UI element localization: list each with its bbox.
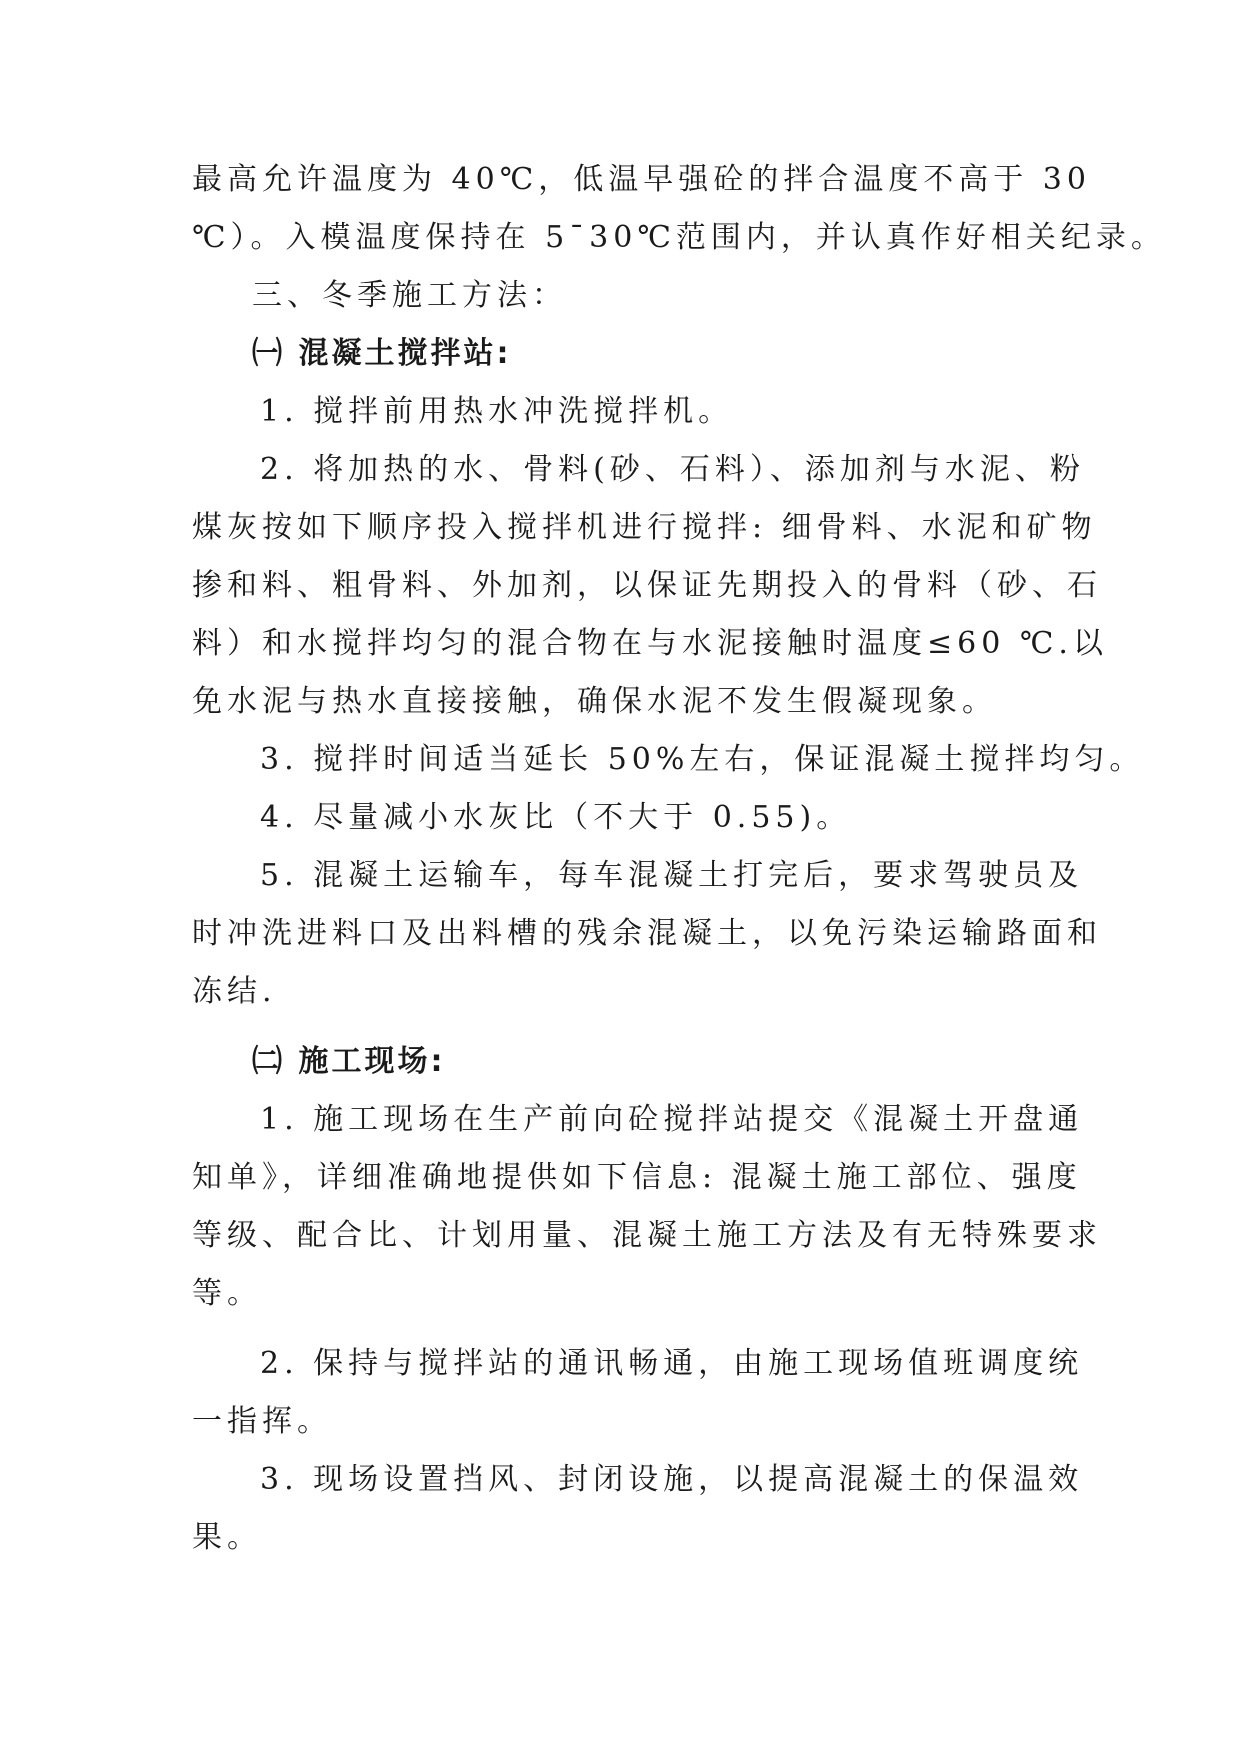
section-heading: 三、冬季施工方法： [252,278,567,313]
text-line: 冻结. [192,974,277,1009]
subsection-heading: ㈠ 混凝土搅拌站: [252,336,512,371]
text-line: 时冲洗进料口及出料槽的残余混凝土，以免污染运输路面和 [192,916,1102,951]
text-line: 掺和料、粗骨料、外加剂，以保证先期投入的骨料（砂、石 [192,568,1102,603]
text-line: ℃）。入模温度保持在 5¯30℃范围内，并认真作好相关纪录。 [192,220,1166,255]
list-item: 2. 将加热的水、骨料(砂、石料）、添加剂与水泥、粉 [260,452,1085,487]
text-line: 免水泥与热水直接接触，确保水泥不发生假凝现象。 [192,684,997,719]
text-line: 一指挥。 [192,1404,332,1439]
text-line: 煤灰按如下顺序投入搅拌机进行搅拌: 细骨料、水泥和矿物 [192,510,1097,545]
list-item: 3. 搅拌时间适当延长 50%左右，保证混凝土搅拌均匀。 [260,742,1145,777]
list-item: 3. 现场设置挡风、封闭设施，以提高混凝土的保温效 [260,1462,1084,1497]
text-line: 等。 [192,1276,262,1311]
text-line: 最高允许温度为 40℃，低温早强砼的拌合温度不高于 30 [192,162,1091,197]
text-line: 知单》，详细准确地提供如下信息: 混凝土施工部位、强度 [192,1160,1082,1195]
list-item: 4. 尽量减小水灰比（不大于 0.55)。 [260,800,852,835]
list-item: 2. 保持与搅拌站的通讯畅通，由施工现场值班调度统 [260,1346,1084,1381]
list-item: 1. 施工现场在生产前向砼搅拌站提交《混凝土开盘通 [260,1102,1084,1137]
subsection-heading: ㈡ 施工现场: [252,1044,446,1079]
document-page [192,160,1166,1576]
text-line: 料）和水搅拌均匀的混合物在与水泥接触时温度≤60 ℃.以 [192,626,1108,661]
text-line: 果。 [192,1520,262,1555]
text-line: 等级、配合比、计划用量、混凝土施工方法及有无特殊要求 [192,1218,1102,1253]
list-item: 5. 混凝土运输车，每车混凝土打完后，要求驾驶员及 [260,858,1084,893]
list-item: 1. 搅拌前用热水冲洗搅拌机。 [260,394,734,429]
